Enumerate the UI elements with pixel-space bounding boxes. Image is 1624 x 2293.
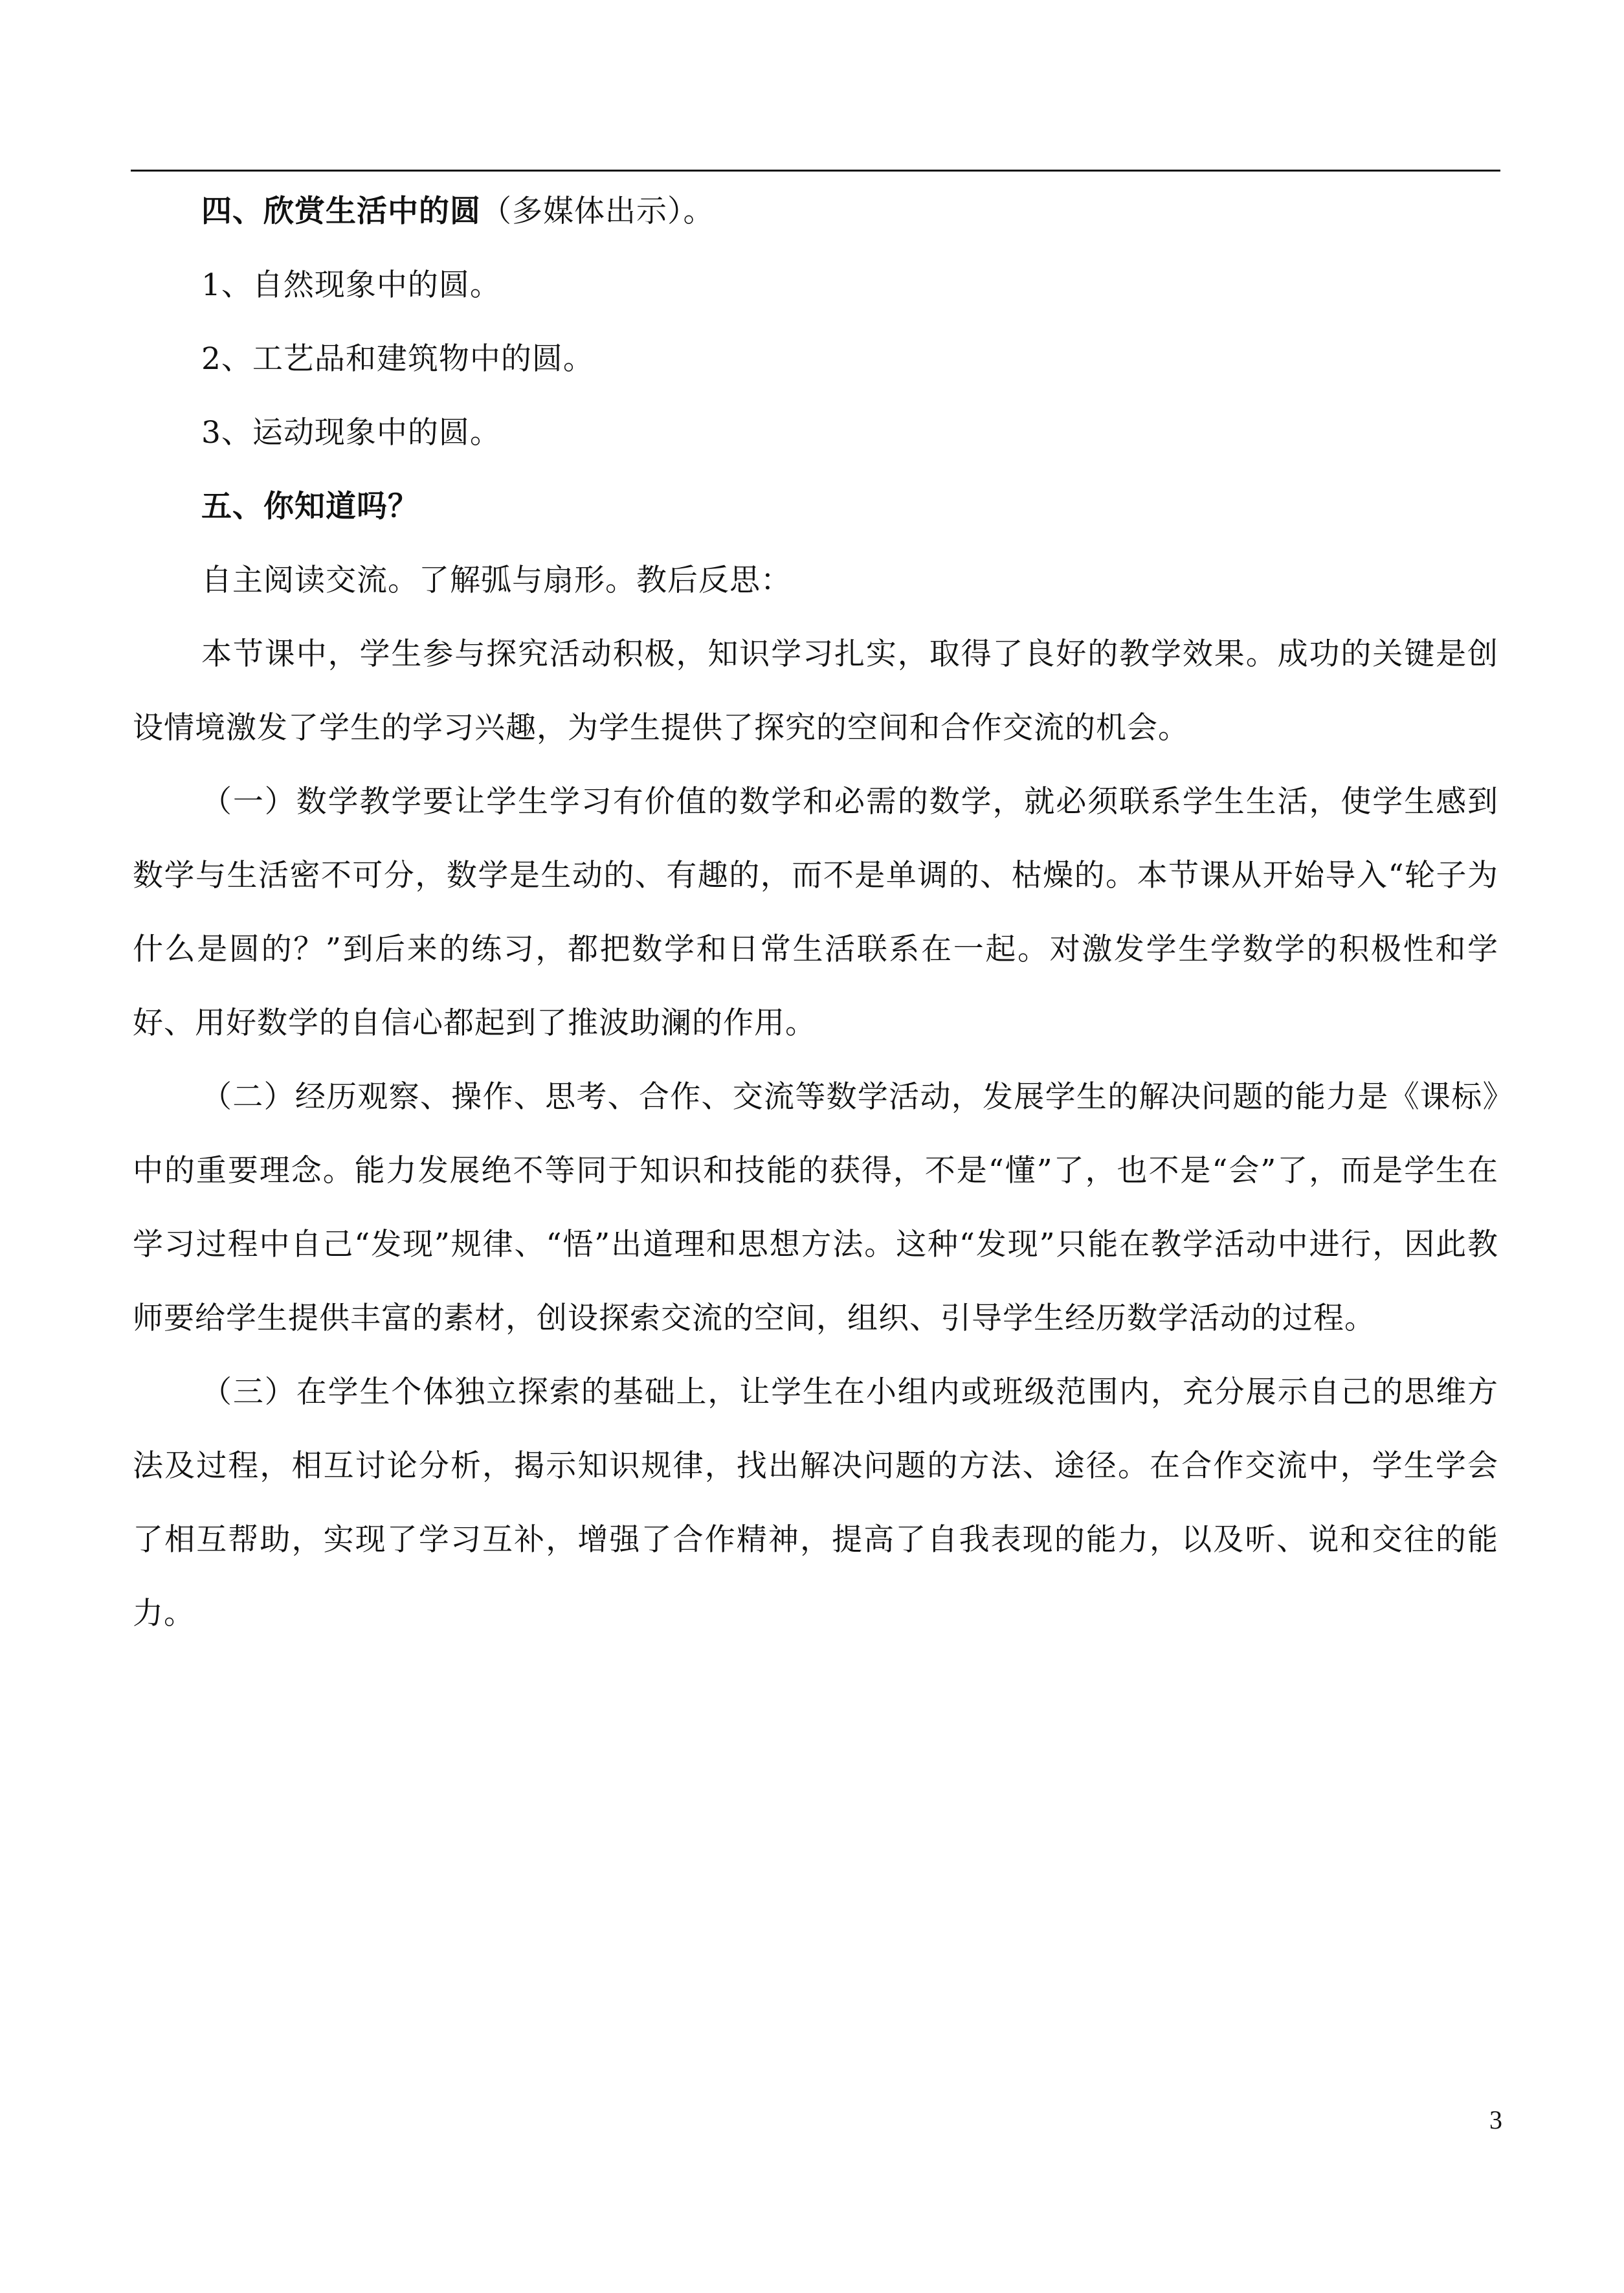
header-rule	[131, 170, 1500, 172]
section4-heading-text: 四、欣赏生活中的圆	[201, 194, 481, 229]
reflection-point-3: （三）在学生个体独立探索的基础上，让学生在小组内或班级范围内，充分展示自己的思维方法及过程，相互讨论分析，揭示知识规律，找出解决问题的方法、途径。在合作交流中，学生学会了相互帮助，实现了学习互补，增强了合作精神，提高了自我表现的能力，以及听、说和交往的能力。	[133, 1374, 1498, 1631]
section5-heading: 五、你知道吗？	[201, 489, 419, 524]
section4-item-2: 2、工艺品和建筑物中的圆。	[201, 341, 594, 377]
section4-item-3: 3、运动现象中的圆。	[201, 415, 501, 451]
section4-heading-suffix: （多媒体出示）。	[481, 194, 715, 229]
section4-item-1: 1、自然现象中的圆。	[201, 267, 501, 303]
reflection-point-2: （二）经历观察、操作、思考、合作、交流等数学活动，发展学生的解决问题的能力是《课标》中的重要理念。能力发展绝不等同于知识和技能的获得，不是“懂”了，也不是“会”了，而是学生在学习过程中自己“发现”规律、“悟”出道理和思想方法。这种“发现”只能在教学活动中进行，因此教师要给学生提供丰富的素材，创设探索交流的空间，组织、引导学生经历数学活动的过程。	[133, 1079, 1498, 1336]
reflection-intro-paragraph: 本节课中，学生参与探究活动积极，知识学习扎实，取得了良好的教学效果。成功的关键是创设情境激发了学生的学习兴趣，为学生提供了探究的空间和合作交流的机会。	[133, 636, 1498, 746]
page-content	[133, 175, 1498, 1651]
section4-heading	[133, 175, 1498, 249]
section5-intro: 自主阅读交流。了解弧与扇形。教后反思：	[201, 563, 792, 598]
reflection-point-1: （一）数学教学要让学生学习有价值的数学和必需的数学，就必须联系学生生活，使学生感到数学与生活密不可分，数学是生动的、有趣的，而不是单调的、枯燥的。本节课从开始导入“轮子为什么是圆的？”到后来的练习，都把数学和日常生活联系在一起。对激发学生学数学的积极性和学好、用好数学的自信心都起到了推波助澜的作用。	[133, 784, 1498, 1041]
page-number: 3	[1489, 2105, 1502, 2134]
